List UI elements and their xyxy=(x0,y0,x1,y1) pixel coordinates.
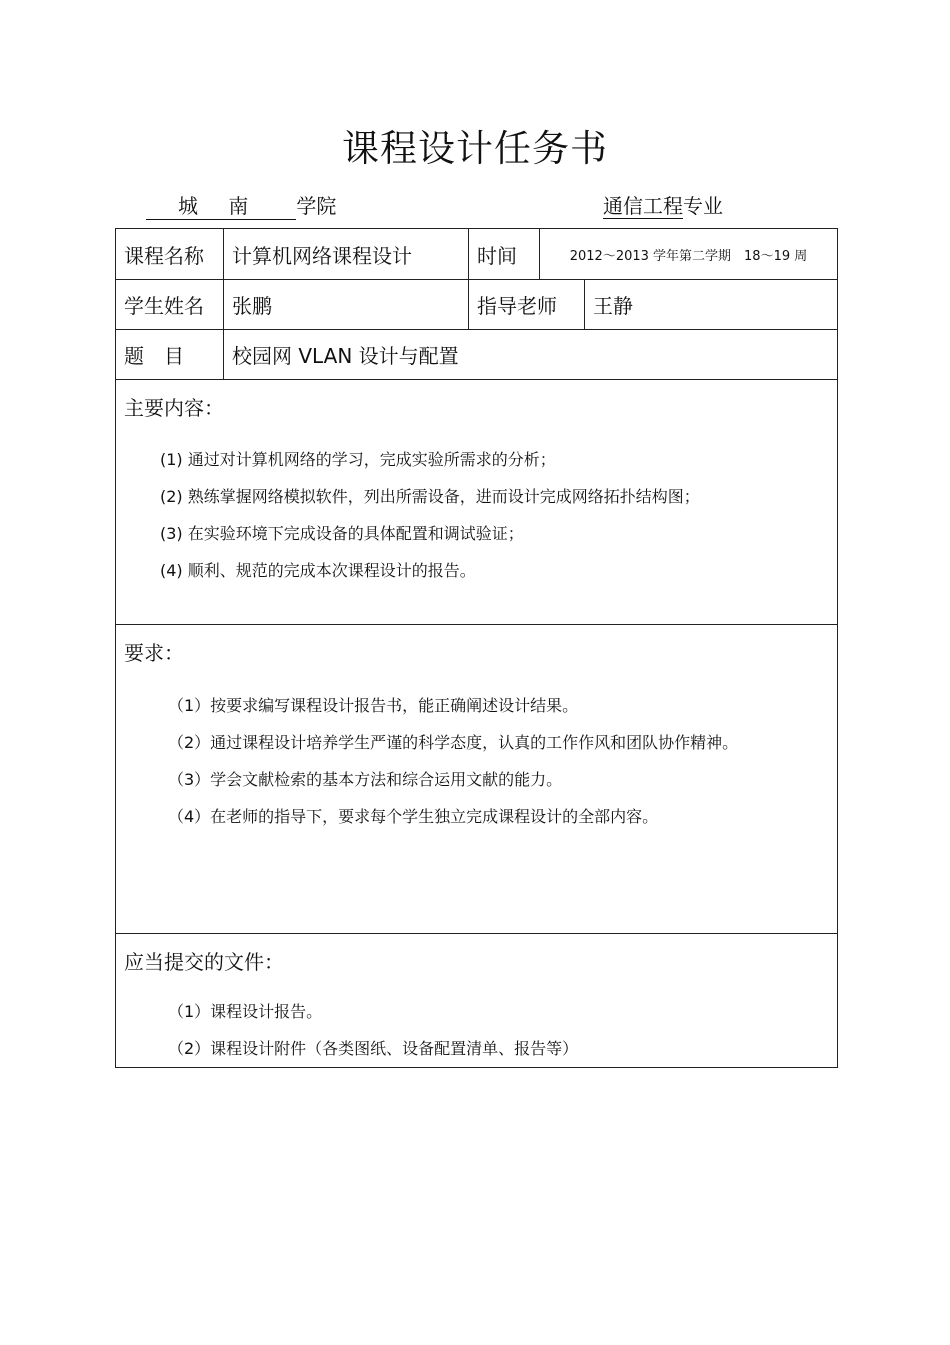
content-heading: 主要内容： xyxy=(124,396,224,420)
student-value: 张鹏 xyxy=(224,280,469,330)
requirements-heading: 要求： xyxy=(124,641,184,665)
requirements-row xyxy=(116,625,838,934)
topic-row xyxy=(116,330,838,380)
student-label: 学生姓名 xyxy=(116,280,224,330)
list-item: (4) 顺利、规范的完成本次课程设计的报告。 xyxy=(160,561,476,580)
list-item: （1）按要求编写课程设计报告书，能正确阐述设计结果。 xyxy=(168,696,579,715)
list-item: （4）在老师的指导下，要求每个学生独立完成课程设计的全部内容。 xyxy=(168,807,659,826)
college-name: 城 南 xyxy=(146,190,296,220)
college-line xyxy=(146,190,336,220)
course-label: 课程名称 xyxy=(116,229,224,280)
list-item: （2）课程设计附件（各类图纸、设备配置清单、报告等） xyxy=(168,1039,579,1058)
time-value: 2012～2013 学年第二学期 18～19 周 xyxy=(540,229,838,280)
teacher-value: 王静 xyxy=(585,280,838,330)
course-row xyxy=(116,229,838,280)
content-row xyxy=(116,380,838,625)
files-list xyxy=(168,993,837,1067)
major-line xyxy=(603,190,723,219)
student-row xyxy=(116,280,838,330)
time-label: 时间 xyxy=(469,229,540,280)
requirements-list xyxy=(168,687,837,835)
major-name: 通信工程 xyxy=(603,194,683,218)
content-section xyxy=(116,380,838,625)
content-list xyxy=(160,441,837,589)
course-value: 计算机网络课程设计 xyxy=(224,229,469,280)
document-title: 课程设计任务书 xyxy=(342,127,608,170)
list-item: （3）学会文献检索的基本方法和综合运用文献的能力。 xyxy=(168,770,563,789)
task-table xyxy=(115,228,838,1068)
college-suffix: 学院 xyxy=(296,194,337,218)
files-heading: 应当提交的文件： xyxy=(124,950,284,974)
teacher-label: 指导老师 xyxy=(469,280,585,330)
requirements-section xyxy=(116,625,838,934)
list-item: （2）通过课程设计培养学生严谨的科学态度，认真的工作作风和团队协作精神。 xyxy=(168,733,739,752)
topic-label: 题 目 xyxy=(116,330,224,380)
list-item: (3) 在实验环境下完成设备的具体配置和调试验证； xyxy=(160,524,524,543)
list-item: （1）课程设计报告。 xyxy=(168,1002,323,1021)
list-item: (2) 熟练掌握网络模拟软件，列出所需设备，进而设计完成网络拓扑结构图； xyxy=(160,487,700,506)
list-item: (1) 通过对计算机网络的学习，完成实验所需求的分析； xyxy=(160,450,556,469)
files-section xyxy=(116,934,838,1068)
topic-value: 校园网 VLAN 设计与配置 xyxy=(224,330,838,380)
files-row xyxy=(116,934,838,1068)
major-suffix: 专业 xyxy=(683,194,723,218)
